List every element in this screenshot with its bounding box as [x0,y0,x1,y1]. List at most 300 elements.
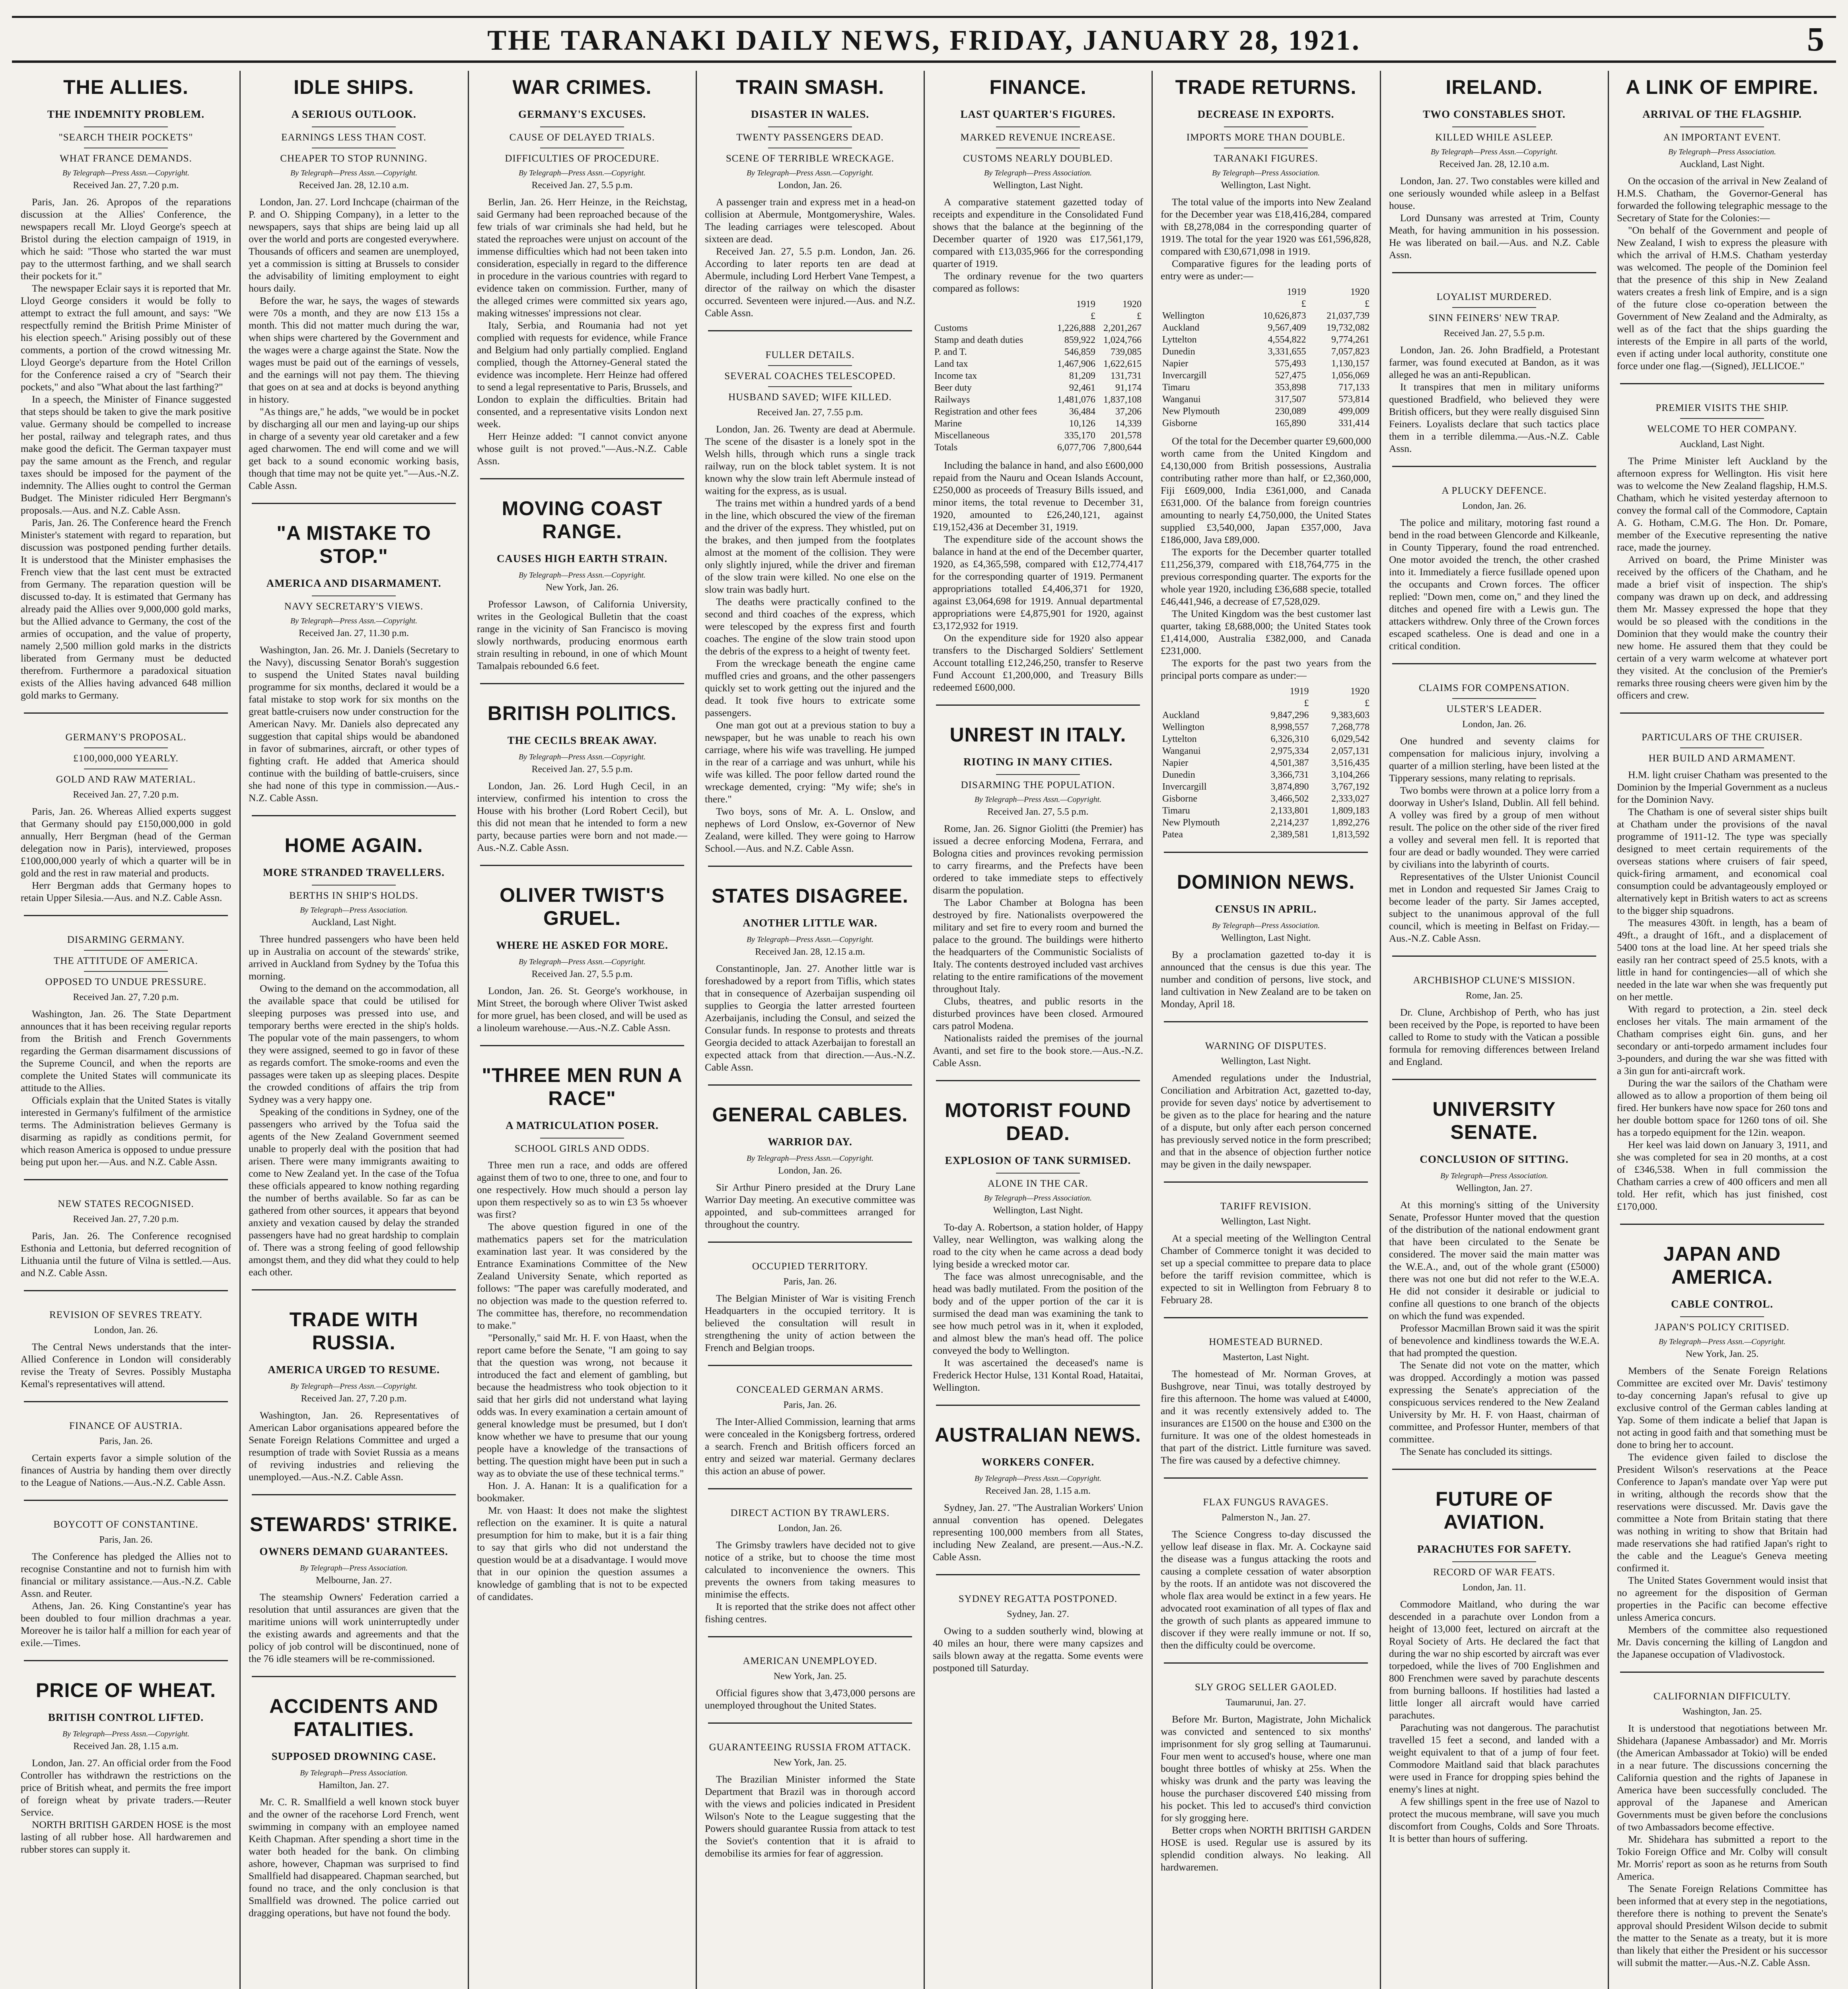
table-cell: 92,461 [1069,383,1095,393]
article-divider [1620,1224,1824,1225]
body-paragraph: The deaths were practically confined to the second and third coaches of the express, which were telescoped by the express first and fourth coaches. The engine of the slow train stood upon the debris of the express to a height of twenty feet. [705,596,915,657]
body-paragraph: NORTH BRITISH GARDEN HOSE is the most lasting of all rubber hose. All hardwaremen and rubber stores can supply it. [21,1819,231,1855]
article-headline: ACCIDENTS AND FATALITIES. [269,1695,439,1740]
article-subheading: MORE STRANDED TRAVELLERS. [263,866,445,878]
dateline: Sydney, Jan. 27. [1007,1609,1069,1619]
article [1161,1040,1371,1183]
table-header-cell: 1920 [1122,299,1142,309]
body-paragraph: Sir Arthur Pinero presided at the Drury Lane Warrior Day meeting. An executive committee was appointed, and sub-committees arranged for throughout the country. [705,1181,915,1230]
table-row [933,382,1143,394]
body-paragraph: The police and military, motoring fast round a bend in the road between Glencorde and Kilkeanle, in County Tipperary, found the road entrenched. One motor avoided the trench, the other crashed into it. Immediately a fierce fusillade opened upon the occupants and Crown forces. The officer replied: "Down men, come on," and they lined the ditches and opened fire with a Lewis gun. The attackers withdrew. Only three of the Crown forces escaped scatheless. One is dead and one in a critical condition. [1389,517,1599,652]
dateline: Wellington, Last Night. [1221,1216,1311,1227]
table-cell: Auckland [1162,323,1200,333]
body-paragraph: Owing to the demand on the accommodation, all the available space that could be utilised for sleeping purposes was pressed into use, and temporary berths were erected in the ship's holds. The popular vote of the main passengers, to whom they were assigned, seemed to go in favor of these as regards comfort. The smoke-rooms and even the passages were taken up as sleeping places. Despite the crowded conditions of affairs the trip from Sydney was a very happy one. [249,983,459,1105]
telegraph-credit: By Telegraph—Press Assn.—Copyright. [62,1730,190,1738]
column-8 [1608,71,1836,1989]
article-divider [480,683,684,684]
table-cell [1161,697,1250,709]
table-cell: 131,731 [1111,371,1142,381]
body-paragraph: Before the war, he says, the wages of stewards were 70s a month, and they are now £13 15s a month. This did not matter much during the war, when ships were chartered by the Government and the wages were a charge against the State. Now the wages must be paid out of the earnings of vessels, and the earnings will not pay them. The thieving that goes on at sea and at docks is beyond anything in history. [249,295,459,405]
telegraph-credit: By Telegraph—Press Assn.—Copyright. [290,1382,418,1391]
telegraph-credit: By Telegraph—Press Association. [1440,1172,1548,1180]
article-subheading: TWO CONSTABLES SHOT. [1423,108,1566,120]
article-headline: HOME AGAIN. [284,834,423,856]
article-headline: FUTURE OF AVIATION. [1435,1488,1553,1533]
dateline: Received Jan. 28, 12.10 a.m. [299,180,409,191]
dateline: Wellington, Jan. 27. [1456,1183,1533,1193]
table-cell: 36,484 [1069,407,1095,417]
article-subheading: REVISION OF SEVRES TREATY. [49,1310,202,1320]
dateline: New York, Jan. 25. [1685,1349,1759,1359]
column-5 [924,71,1152,1989]
article-headline: MOVING COAST RANGE. [502,497,663,543]
article [705,1103,915,1243]
body-paragraph: A passenger train and express met in a head-on collision at Abermule, Montgomeryshire, Wales. The leading carriages were telescoped. About sixteen are dead. [705,196,915,245]
dateline: Washington, Jan. 25. [1682,1707,1762,1717]
body-paragraph: The exports for the past two years from the principal ports compare as under:— [1161,657,1371,681]
body-paragraph: Representatives of the Ulster Unionist Council met in London and requested Sir James Craig to become leader of the party. Sir James accepted, subject to the unanimous approval of the full council, which is meeting in Belfast on Friday.—Aus.-N.Z. Cable Assn. [1389,871,1599,944]
body-paragraph: Professor Macmillan Brown said it was the spirit of benevolence and kindliness towards the W.E.A. that had prompted the question. [1389,1322,1599,1358]
table-cell: 9,774,261 [1331,335,1369,345]
table-header-cell [933,298,1051,310]
body-paragraph: Two boys, sons of Mr. A. L. Onslow, and nephews of Lord Onslow, ex-Governor of New Zealand, were killed. They were going to Harrow School.—Aus. and N.Z. Cable Assn. [705,806,915,854]
body-paragraph: One man got out at a previous station to buy a newspaper, but he was unable to reach his own carriage, where his wife was travelling. He jumped in the rear of a carriage and was unhurt, while his wife was killed. The poor fellow darted round the wreckage demented, crying: "My wife; she's in there." [705,719,915,805]
article [705,1507,915,1637]
dateline: Received Jan. 28, 1.15 a.m. [985,1486,1091,1496]
table-row [1161,817,1371,829]
table-cell: Dunedin [1162,346,1195,357]
article-subheading: GERMANY'S EXCUSES. [518,108,646,120]
article [477,702,687,866]
article [705,1384,915,1489]
article-subheading: THE ATTITUDE OF AMERICA. [54,956,198,966]
article [1161,76,1371,853]
table-cell: Napier [1162,358,1189,369]
article-divider [1620,383,1824,384]
article-divider [252,503,456,504]
article-subheading: NEW STATES RECOGNISED. [58,1199,194,1209]
dateline: Palmerston N., Jan. 27. [1221,1512,1311,1523]
body-paragraph: Paris, Jan. 26. Apropos of the reparations discussion at the Allies' Conference, the newspapers recall Mr. Lloyd George's speech at Bristol during the election campaign of 1919, in which he said: "Those who started the war must pay to the uttermost farthing, and we shall search their pockets for it." [21,196,231,282]
table-cell: £ [1365,698,1369,708]
table-cell: 3,466,502 [1270,794,1309,804]
subheading-divider [996,1173,1080,1174]
telegraph-credit: By Telegraph—Press Assn.—Copyright. [518,958,646,966]
table-cell: 1,024,766 [1103,335,1142,345]
table-cell: 7,057,823 [1331,346,1369,357]
article-headline: JAPAN AND AMERICA. [1663,1243,1781,1288]
table-row [933,394,1143,406]
article [1161,1681,1371,1873]
table-cell: 331,414 [1338,418,1369,428]
article-subheading: WHERE HE ASKED FOR MORE. [496,939,668,951]
column-1 [12,71,240,1989]
article-divider [936,1574,1140,1575]
article-subheading: CAUSE OF DELAYED TRIALS. [509,132,655,143]
body-paragraph: In a speech, the Minister of Finance suggested that steps should be taken to give the mark positive value. Germany should be compelled to increase her postal, railway and telegraph rates, and thus make good the deficit. The German taxpayer must pay the same amount as the French, and regular taxes should be imposed for the payment of the indemnity. The Allies ought to control the German Budget. The Minister ridiculed Herr Bergmann's proposals.—Aus. and N.Z. Cable Assn. [21,393,231,516]
table-cell: Lyttelton [1162,734,1197,744]
dateline: Auckland, Last Night. [1679,439,1765,450]
dateline: London, Jan. 26. [94,1325,158,1335]
body-paragraph: Speaking of the conditions in Sydney, one of the passengers who arrived by the Tofua said the agents of the New Zealand Government seemed unable to properly deal with the position that had arisen. There were many immigrants awaiting to come to New Zealand yet. In the case of the Tofua these officials appeared to know nothing regarding the number of berths available. So far as can be gathered from other sources, it appears that beyond anxiety and vexation caused by delay the stranded passengers have had no great hardship to complain of. There was a strong feeling of good fellowship amongst them, and they did what they could to help each other. [249,1106,459,1278]
article-headline: TRADE RETURNS. [1175,76,1357,98]
article-divider [24,1660,228,1661]
article-divider [252,1676,456,1677]
body-paragraph: "On behalf of the Government and people of New Zealand, I wish to express the pleasure with which the arrival of H.M.S. Chatham yesterday was welcomed. The people of the Dominion feel that the presence of this ship in New Zealand waters creates a fresh link of Empire, and is a sign of the future close co-operation between the Government of New Zealand and the Admiralty, as well as of the fact that the ships guarding the interests of the Empire in all parts of the world, even if acting under local authority, constitute one force under one flag.—(Signed), JELLICOE." [1617,224,1827,372]
article-divider [936,705,1140,706]
table-cell: 2,057,131 [1331,746,1369,756]
table-cell: 14,339 [1115,418,1142,429]
article-subheading: AMERICA AND DISARMAMENT. [266,577,442,589]
body-paragraph: The Science Congress to-day discussed the yellow leaf disease in flax. Mr. A. Cockayne said the disease was a fungus attacking the roots and causing a complete cessation of water absorption by the roots. If an antidote was not discovered the whole flax area would be extinct in a few years. He advocated root examination of all types of flax and the growth of such plants as appeared immune to discover if they were really immune or not. If so, then the difficulty could be overcome. [1161,1528,1371,1651]
table-cell: 1,226,888 [1057,323,1095,333]
table-cell: 3,874,890 [1270,782,1309,792]
telegraph-credit: By Telegraph—Press Assn.—Copyright. [746,1154,874,1163]
subheading-divider [1452,698,1537,699]
column-rule [239,71,241,1989]
article-divider [1392,1469,1596,1470]
article-subheading: AN IMPORTANT EVENT. [1663,132,1781,143]
table-cell: 2,333,027 [1331,794,1369,804]
article-divider [936,1080,1140,1081]
table-cell: 230,089 [1275,406,1306,416]
telegraph-credit: By Telegraph—Press Assn.—Copyright. [746,935,874,944]
body-paragraph: The Belgian Minister of War is visiting French Headquarters in the occupied territory. It is believed the consultation will result in strengthening the unity of action between the French and Belgian troops. [705,1292,915,1353]
table-cell: 6,326,310 [1270,734,1309,744]
article [249,1513,459,1677]
article-subheading: LAST QUARTER'S FIGURES. [960,108,1116,120]
table-cell: 8,998,557 [1270,722,1309,732]
article-divider [1620,1672,1824,1673]
article [1617,1690,1827,1969]
article [477,884,687,1046]
article [933,76,1143,706]
telegraph-credit: By Telegraph—Press Association. [300,1769,408,1777]
dateline: Wellington, Last Night. [1221,180,1311,191]
article-subheading: CLAIMS FOR COMPENSATION. [1419,683,1570,693]
dateline: Received Jan. 27, 5.5 p.m. [531,969,633,979]
article-headline: IRELAND. [1445,76,1543,98]
article-divider [1392,272,1596,273]
body-paragraph: Official figures show that 3,473,000 persons are unemployed throughout the United States. [705,1687,915,1711]
body-paragraph: It transpires that men in military uniforms questioned Bradfield, who believed they were British officers, but they were really disguised Sinn Feiners. Loyalists declare that such tactics place them in a terrible dilemma.—Aus.-N.Z. Cable Assn. [1389,381,1599,454]
table-cell: 859,922 [1064,335,1095,345]
article-subheading: WARRIOR DAY. [768,1136,852,1148]
article-subheading: PARTICULARS OF THE CRUISER. [1642,732,1803,743]
table-cell: 4,554,822 [1268,335,1306,345]
telegraph-credit: By Telegraph—Press Assn.—Copyright. [746,169,874,177]
dateline: Auckland, Last Night. [1679,159,1765,169]
table-row [933,406,1143,418]
article-subheading: CHEAPER TO STOP RUNNING. [280,153,428,164]
table-cell: Wanganui [1162,394,1201,405]
table-row [1161,417,1371,429]
article-headline: FINANCE. [989,76,1087,98]
body-paragraph: Paris, Jan. 26. The Conference heard the French Minister's statement with regard to reparation, but discussion was postponed pending further details. It is understood that the Minister emphasises the French view that the last cent must be extracted from Germany. The reparation question will be discussed to-day. It is estimated that Germany has already paid the Allies over 9,000,000 gold marks, but the Allied advance to Germany, the cost of the armies of occupation, and the value of property, namely 2,500 million gold marks in the districts liberated from Germany must be deducted therefrom. Furthermore a paradoxical situation exists of the Allies having advanced 648 million gold marks to Germany. [21,517,231,701]
article-headline: STATES DISAGREE. [712,885,908,907]
exports-table [1161,685,1371,841]
article-subheading: CALIFORNIAN DIFFICULTY. [1653,1691,1791,1702]
article-divider [708,1488,912,1489]
table-cell: 21,037,739 [1327,311,1369,321]
article-subheading: RECORD OF WAR FEATS. [1433,1567,1556,1578]
article-subheading: "SEARCH THEIR POCKETS" [58,132,193,143]
article [705,1655,915,1724]
table-cell: £ [1301,299,1306,309]
body-paragraph: The measures 430ft. in length, has a beam of 49ft., a draught of 16ft., and a displacement of 5400 tons at the load line. At her speed trials she easily ran her contract speed of 25.5 knots, with a little in hand for contingencies—all of which she needed in the late war when she was frequently put on her mettle. [1617,917,1827,1002]
table-cell: 10,126 [1069,418,1095,429]
article [1389,682,1599,957]
article-divider [24,1401,228,1402]
article-divider [1164,1021,1368,1022]
table-cell: 1,813,592 [1331,829,1369,840]
article [1389,1098,1599,1470]
table-cell: 19,732,082 [1327,323,1369,333]
article-subheading: MARKED REVENUE INCREASE. [960,132,1116,143]
body-paragraph: Athens, Jan. 26. King Constantine's year has been doubled to four million drachmas a year. Moreover he is tailor half a million for each year of exile.—Times. [21,1600,231,1648]
table-cell: Wellington [1162,722,1205,732]
body-paragraph: Washington, Jan. 26. Mr. J. Daniels (Secretary to the Navy), discussing Senator Borah's suggestion to suspend the United States naval building programme for six months, declared it would be a fatal mistake to stop work for six months on the great battle-cruisers now under construction for the American Navy. Mr. Daniels also deprecated any suggestion that capital ships would be abandoned in favor of submarines, aircraft, or other types of fighting craft. He added that America should continue with the building of battle-cruisers, since she had none of this type in commission.—Aus.-N.Z. Cable Assn. [249,644,459,804]
article-divider [480,865,684,866]
article-subheading: ARRIVAL OF THE FLAGSHIP. [1642,108,1802,120]
body-paragraph: Certain experts favor a simple solution of the finances of Austria by handing them over directly to the League of Nations.—Aus.-N.Z. Cable Assn. [21,1452,231,1488]
article [21,934,231,1180]
article [1389,485,1599,664]
body-paragraph: Mr. Shidehara has submitted a report to the Tokio Foreign Office and Mr. Colby will consult Mr. Morris' report as soon as he returns from South America. [1617,1833,1827,1882]
body-paragraph: Italy, Serbia, and Roumania had not yet complied with requests for evidence, while France and Belgium had only partially complied. England complied, though the Attorney-General stated the evidence was incomplete. Herr Heinze had offered to send a legal representative to Paris, Brussels, and London to explain the difficulties. Britain had consented, and a representative visits London next week. [477,319,687,430]
table-cell: 2,975,334 [1270,746,1309,756]
table-cell: 335,170 [1064,430,1095,441]
article-subheading: IMPORTS MORE THAN DOUBLE. [1186,132,1346,143]
article [705,349,915,867]
dateline: Received Jan. 27, 7.20 p.m. [73,180,179,191]
table-cell: 353,898 [1275,382,1306,393]
table-row [1161,381,1371,393]
body-paragraph: At a special meeting of the Wellington Central Chamber of Commerce tonight it was decided to set up a special committee to prepare data to place before the tariff revision committee, which is expected to sit in Wellington from February 8 to February 28. [1161,1232,1371,1306]
article [1389,291,1599,467]
article-subheading: SLY GROG SELLER GAOLED. [1194,1682,1337,1693]
article-subheading: FLAX FUNGUS RAVAGES. [1203,1497,1329,1508]
body-paragraph: Including the balance in hand, and also £600,000 repaid from the Nauru and Ocean Islands Account, £250,000 as proceeds of Treasury Bills issued, and minor items, the total revenue to December 31, 1920, amounted to £26,240,121, against £19,152,436 at December 31, 1919. [933,459,1143,533]
body-paragraph: Mr. C. R. Smallfield a well known stock buyer and the owner of the racehorse Lord French, went swimming in company with an employee named Keith Chapman. After spending a short time in the water both headed for the bank. On climbing ashore, however, Chapman was surprised to find Smallfield had disappeared. Chapman searched, but found no trace, and the only conclusion is that Smallfield was drowned. The police carried out dragging operations, but have not found the body. [249,1796,459,1919]
body-paragraph: During the war the sailors of the Chatham were allowed as to allow a proportion of them being oil fired. Her bunkers have now space for 260 tons and her double bottom space for 1260 tons of oil. She has a torpedo equipment for the 12in. weapon. [1617,1077,1827,1138]
body-paragraph: Three hundred passengers who have been held up in Australia on account of the stewards' strike, arrived in Auckland from Sydney by the Tofua this morning. [249,933,459,982]
table-row [1161,781,1371,793]
article [249,1308,459,1495]
article-subheading: SYDNEY REGATTA POSTPONED. [958,1594,1118,1604]
dateline: London, Jan. 26. [778,1523,842,1534]
table-row [933,322,1143,334]
telegraph-credit: By Telegraph—Press Assn.—Copyright. [518,753,646,761]
body-paragraph: Comparative figures for the leading ports of entry were as under:— [1161,258,1371,282]
article-headline: DOMINION NEWS. [1177,871,1355,893]
table-cell [1161,298,1244,310]
body-paragraph: "Personally," said Mr. H. F. von Haast, when the report came before the Senate, "I am going to say that the question was wrong, not because it introduced the fact and element of gambling, but because the headmistress who took objection to it said that her girls did not understand what laying odds was. In every examination a certain amount of general knowledge must be presumed, but I don't know whether we have to presume that our young people have a knowledge of the transactions of betting. The question might have been put in such a way as to obviate the use of these technical terms." [477,1332,687,1479]
subheading-divider [84,971,168,972]
table-cell: 1,622,615 [1103,359,1142,369]
table-cell: 2,201,267 [1103,323,1142,333]
dateline: Rome, Jan. 25. [1465,991,1523,1001]
dateline: Received Jan. 27, 5.5 p.m. [531,764,633,775]
article-headline: UNIVERSITY SENATE. [1432,1098,1556,1143]
table-row [1161,370,1371,381]
article-divider [1164,1317,1368,1318]
subheading-divider [1452,1561,1537,1562]
article-subheading: CONCEALED GERMAN ARMS. [736,1384,884,1395]
body-paragraph: The Brazilian Minister informed the State Department that Brazil was in thorough accord with the views and policies indicated in President Wilson's Note to the League suggesting that the Powers should guarantee Russia from attack to test the Soviet's contention that it is afraid to demobilise its armies for fear of aggression. [705,1773,915,1859]
article-headline: TRADE WITH RUSSIA. [289,1308,418,1354]
article-subheading: FINANCE OF AUSTRIA. [69,1421,183,1431]
dateline: Paris, Jan. 26. [783,1400,837,1410]
body-paragraph: Rome, Jan. 26. Signor Giolitti (the Premier) has issued a decree enforcing Modena, Ferrara, and Bologna cities and provinces revoking permission to carry firearms, and the Prefects have been ordered to take immediate steps to effectively disarm the population. [933,823,1143,896]
article [1389,974,1599,1080]
dateline: Received Jan. 27, 7.20 p.m. [301,1393,407,1404]
article-subheading: PREMIER VISITS THE SHIP. [1655,403,1789,413]
body-paragraph: The face was almost unrecognisable, and the head was badly mutilated. From the position of the body and of the upper portion of the car it is surmised the dead man was examining the tank to see how much petrol was in it, when it exploded, and almost blew the man's head off. The police conveyed the body to Wellington. [933,1271,1143,1356]
table-cell: 6,077,706 [1057,442,1095,453]
article [477,497,687,684]
column-rule [1380,71,1381,1989]
body-paragraph: Paris, Jan. 26. Whereas Allied experts suggest that Germany should pay £150,000,000 in gold annually, Herr Bergman (head of the German delegation now in Paris), interviewed, proposes £100,000,000 yearly of which a quarter will be in gold and the rest in raw material and products. [21,806,231,879]
dateline: Melbourne, Jan. 27. [315,1575,392,1586]
body-paragraph: The Labor Chamber at Bologna has been destroyed by fire. Nationalists overpowered the military and set fire to every room and burned the palace to the ground. The buildings were hitherto the headquarters of the Communistic Socialists of Italy. The contents destroyed included vast archives relating to the entire ramifications of the movement throughout Italy. [933,897,1143,994]
subheading-divider [768,365,852,366]
dateline: Masterton, Last Night. [1222,1352,1309,1362]
table-cell: 9,383,603 [1331,710,1369,720]
body-paragraph: On the occasion of the arrival in New Zealand of H.M.S. Chatham, the Governor-General has forwarded the following telegraphic message to the Secretary of State for the Colonies:— [1617,175,1827,224]
column-rule [1152,71,1153,1989]
article-subheading: OCCUPIED TERRITORY. [752,1261,868,1272]
article-subheading: ULSTER'S LEADER. [1446,704,1542,714]
table-row [1161,697,1371,709]
article-subheading: WHAT FRANCE DEMANDS. [60,153,192,164]
telegraph-credit: By Telegraph—Press Association. [1212,921,1320,930]
body-paragraph: Before Mr. Burton, Magistrate, John Michalick was convicted and sentenced to six months' imprisonment for sly grog selling at Taumarunui. Four men went to accused's house, where one man bought three bottles of whisky at 25s. When the whisky was drunk and the party was leaving the house the purchaser discovered £40 missing from his pocket. This led to accused's third conviction for sly grogging here. [1161,1713,1371,1824]
body-paragraph: Members of the committee also requestioned Mr. Davis concerning the killing of Langdon and the Japanese occupation of Vladivostock. [1617,1624,1827,1660]
body-paragraph: A comparative statement gazetted today of receipts and expenditure in the Consolidated Fund shows that the balance at the beginning of the December quarter of 1920 was £17,561,179, compared with £13,035,966 for the corresponding quarter of 1919. [933,196,1143,269]
dateline: Received Jan. 27, 7.55 p.m. [757,407,863,418]
article-divider [708,1722,912,1724]
body-paragraph: To-day A. Robertson, a station holder, of Happy Valley, near Wellington, was walking along the road to the city when he came across a dead body lying beside a wrecked motor car. [933,1221,1143,1270]
article [1617,1242,1827,1673]
article [1389,76,1599,273]
table-cell: Registration and other fees [934,407,1037,417]
article-divider [480,1045,684,1046]
body-paragraph: Commodore Maitland, who during the war descended in a parachute over London from a height of 13,000 feet, lectured on aircraft at the Royal Society of Arts. He declared the fact that during the war no ship escorted by aircraft was ever torpedoed, while the lives of 700 Englishmen and 800 Frenchmen were saved by parachute descents from burning balloons. If hostilities had lasted a little longer all aircraft would have carried parachutes. [1389,1598,1599,1721]
article-subheading: A MATRICULATION POSER. [506,1119,659,1131]
article-subheading: ARCHBISHOP CLUNE'S MISSION. [1413,975,1576,986]
dateline: Hamilton, Jan. 27. [319,1780,389,1790]
table-header-cell [1161,685,1250,697]
article-divider [1164,852,1368,853]
article [705,1260,915,1366]
telegraph-credit: By Telegraph—Press Association. [984,1194,1092,1203]
body-paragraph: The exports for the December quarter totalled £11,256,379, compared with £18,764,775 in the previous corresponding quarter. The exports for the whole year 1920, including £36,688 specie, totalled £46,441,946, a decrease of £7,528,029. [1161,546,1371,607]
dateline: London, Jan. 26. [778,1166,842,1176]
body-paragraph: Received Jan. 27, 5.5 p.m. London, Jan. 26. According to later reports ten are dead at Abermule, including Lord Herbert Vane Tempest, a director of the railway on which the disaster occurred. Seventeen were injured.—Aus. and N.Z. Cable Assn. [705,245,915,319]
article-subheading: DISARMING GERMANY. [67,934,185,945]
article-headline: THE ALLIES. [63,76,189,98]
article-subheading: THE INDEMNITY PROBLEM. [47,108,205,120]
telegraph-credit: By Telegraph—Press Assn.—Copyright. [62,169,190,177]
table-header-cell [1161,286,1244,298]
body-paragraph: Professor Lawson, of California University, writes in the Geological Bulletin that the coast range in the vicinity of San Francisco is moving slowly northwards, producing enormous earth strain resulting in rebound, in one of which Mount Tamalpais rebounded 6.6 feet. [477,598,687,671]
table-cell: 10,626,873 [1263,311,1306,321]
body-paragraph: By a proclamation gazetted to-day it is announced that the census is due this year. The number and condition of persons, live stock, and land cultivation in New Zealand are to be taken on Monday, April 18. [1161,949,1371,1010]
subheading-divider [312,885,396,886]
column-rule [924,71,925,1989]
article [1161,1496,1371,1664]
table-cell: Napier [1162,758,1189,768]
table-row [1161,793,1371,805]
article [21,1198,231,1291]
article-subheading: DISARMING THE POPULATION. [961,780,1115,790]
body-paragraph: Two bombs were thrown at a police lorry from a doorway in Usher's Island, Dublin. All fell behind. A volley was fired by a group of men without result. The police on the other side of the river fired a volley and several men fell. It is reported that four are dead or badly wounded. They were carried by civilians into the labyrinth of courts. [1389,784,1599,870]
body-paragraph: Parachuting was not dangerous. The parachutist travelled 15 feet a second, and landed with a weight equivalent to that of a jump of four feet. Commodore Maitland said that black parachutes were used in France for dropping spies behind the enemy's lines at night. [1389,1722,1599,1795]
subheading-divider [1452,307,1537,308]
article-divider [1392,1079,1596,1080]
article-subheading: SCHOOL GIRLS AND ODDS. [514,1143,650,1154]
dateline: Paris, Jan. 26. [783,1277,837,1287]
table-header-cell: 1919 [1076,299,1095,309]
body-paragraph: Paris, Jan. 26. The Conference recognised Esthonia and Lettonia, but deferred recognition of Lithuania until the future of Vilna is settled.—Aus. and N.Z. Cable Assn. [21,1230,231,1279]
article-subheading: EARNINGS LESS THAN COST. [281,132,426,143]
article [933,723,1143,1081]
table-row [933,358,1143,370]
body-paragraph: Better crops when NORTH BRITISH GARDEN HOSE is used. Regular use is assured by its splendid condition always. No leaking. All hardwaremen. [1161,1824,1371,1873]
table-cell: 527,475 [1275,370,1306,381]
table-cell: Auckland [1162,710,1200,720]
article-subheading: HOMESTEAD BURNED. [1209,1337,1323,1347]
article-divider [24,712,228,714]
article-subheading: GOLD AND RAW MATERIAL. [56,774,196,785]
table-row [933,430,1143,442]
table-cell: 37,206 [1115,407,1142,417]
article-subheading: BRITISH CONTROL LIFTED. [48,1711,204,1723]
table-cell: 1,837,108 [1103,395,1142,405]
masthead-title: THE TARANAKI DAILY NEWS, FRIDAY, JANUARY 28, 1921. [487,24,1361,56]
article-subheading: SEVERAL COACHES TELESCOPED. [724,371,896,381]
body-paragraph: One hundred and seventy claims for compensation for malicious injury, involving a quarter of a million sterling, have been listed at the Tipperary sessions, many relating to reprisals. [1389,735,1599,784]
article [1617,731,1827,1225]
body-paragraph: Lord Dunsany was arrested at Trim, County Meath, for having ammunition in his possession. He was liberated on bail.—Aus. and N.Z. Cable Assn. [1389,212,1599,261]
column-rule [696,71,697,1989]
dateline: Wellington, Last Night. [993,180,1083,191]
article-divider [708,1242,912,1243]
table-cell: Railways [934,395,970,405]
table-cell: Income tax [934,371,977,381]
body-paragraph: It is reported that the strike does not affect other fishing centres. [705,1601,915,1625]
article [1161,1200,1371,1318]
body-paragraph: The total value of the imports into New Zealand for the December year was £18,416,284, compared with £8,278,084 in the corresponding quarter of 1919. The total for the year 1920 was £61,596,828, compared with £30,671,098 in 1919. [1161,196,1371,257]
body-paragraph: Herr Heinze added: "I cannot convict anyone whose guilt is not proved."—Aus.-N.Z. Cable Assn. [477,430,687,467]
table-header-cell: 1920 [1350,686,1369,697]
body-paragraph: The newspaper Eclair says it is reported that Mr. Lloyd George considers it would be folly to attempt to extract the full amount, and says: "We respectfully remind the British Prime Minister of his election speech." Arising possibly out of these comments, a portion of the crowd witnessing Mr. Lloyd George's departure from the Hotel Crillon for the Conference raised a cry of "Search their pockets," and also "What about the last farthing?" [21,282,231,393]
article-subheading: EXPLOSION OF TANK SURMISED. [945,1154,1131,1166]
telegraph-credit: By Telegraph—Press Assn.—Copyright. [1658,1337,1786,1346]
body-paragraph: Hon. J. A. Hanan: It is a qualification for a bookmaker. [477,1480,687,1504]
article-subheading: CENSUS IN APRIL. [1215,903,1317,915]
article-headline: GENERAL CABLES. [712,1103,908,1126]
body-paragraph: The United States Government would insist that no agreement for the disposition of German properties in the Pacific can become effective unless America concurs. [1617,1574,1827,1623]
table-cell: Invercargill [1162,370,1207,381]
article-subheading: BOYCOTT OF CONSTANTINE. [53,1519,198,1530]
dateline: Paris, Jan. 26. [99,1535,153,1545]
article-subheading: JAPAN'S POLICY CRITISED. [1655,1322,1790,1333]
table-row [933,442,1143,453]
table-cell: 2,214,237 [1270,817,1309,828]
table-row [1161,745,1371,757]
